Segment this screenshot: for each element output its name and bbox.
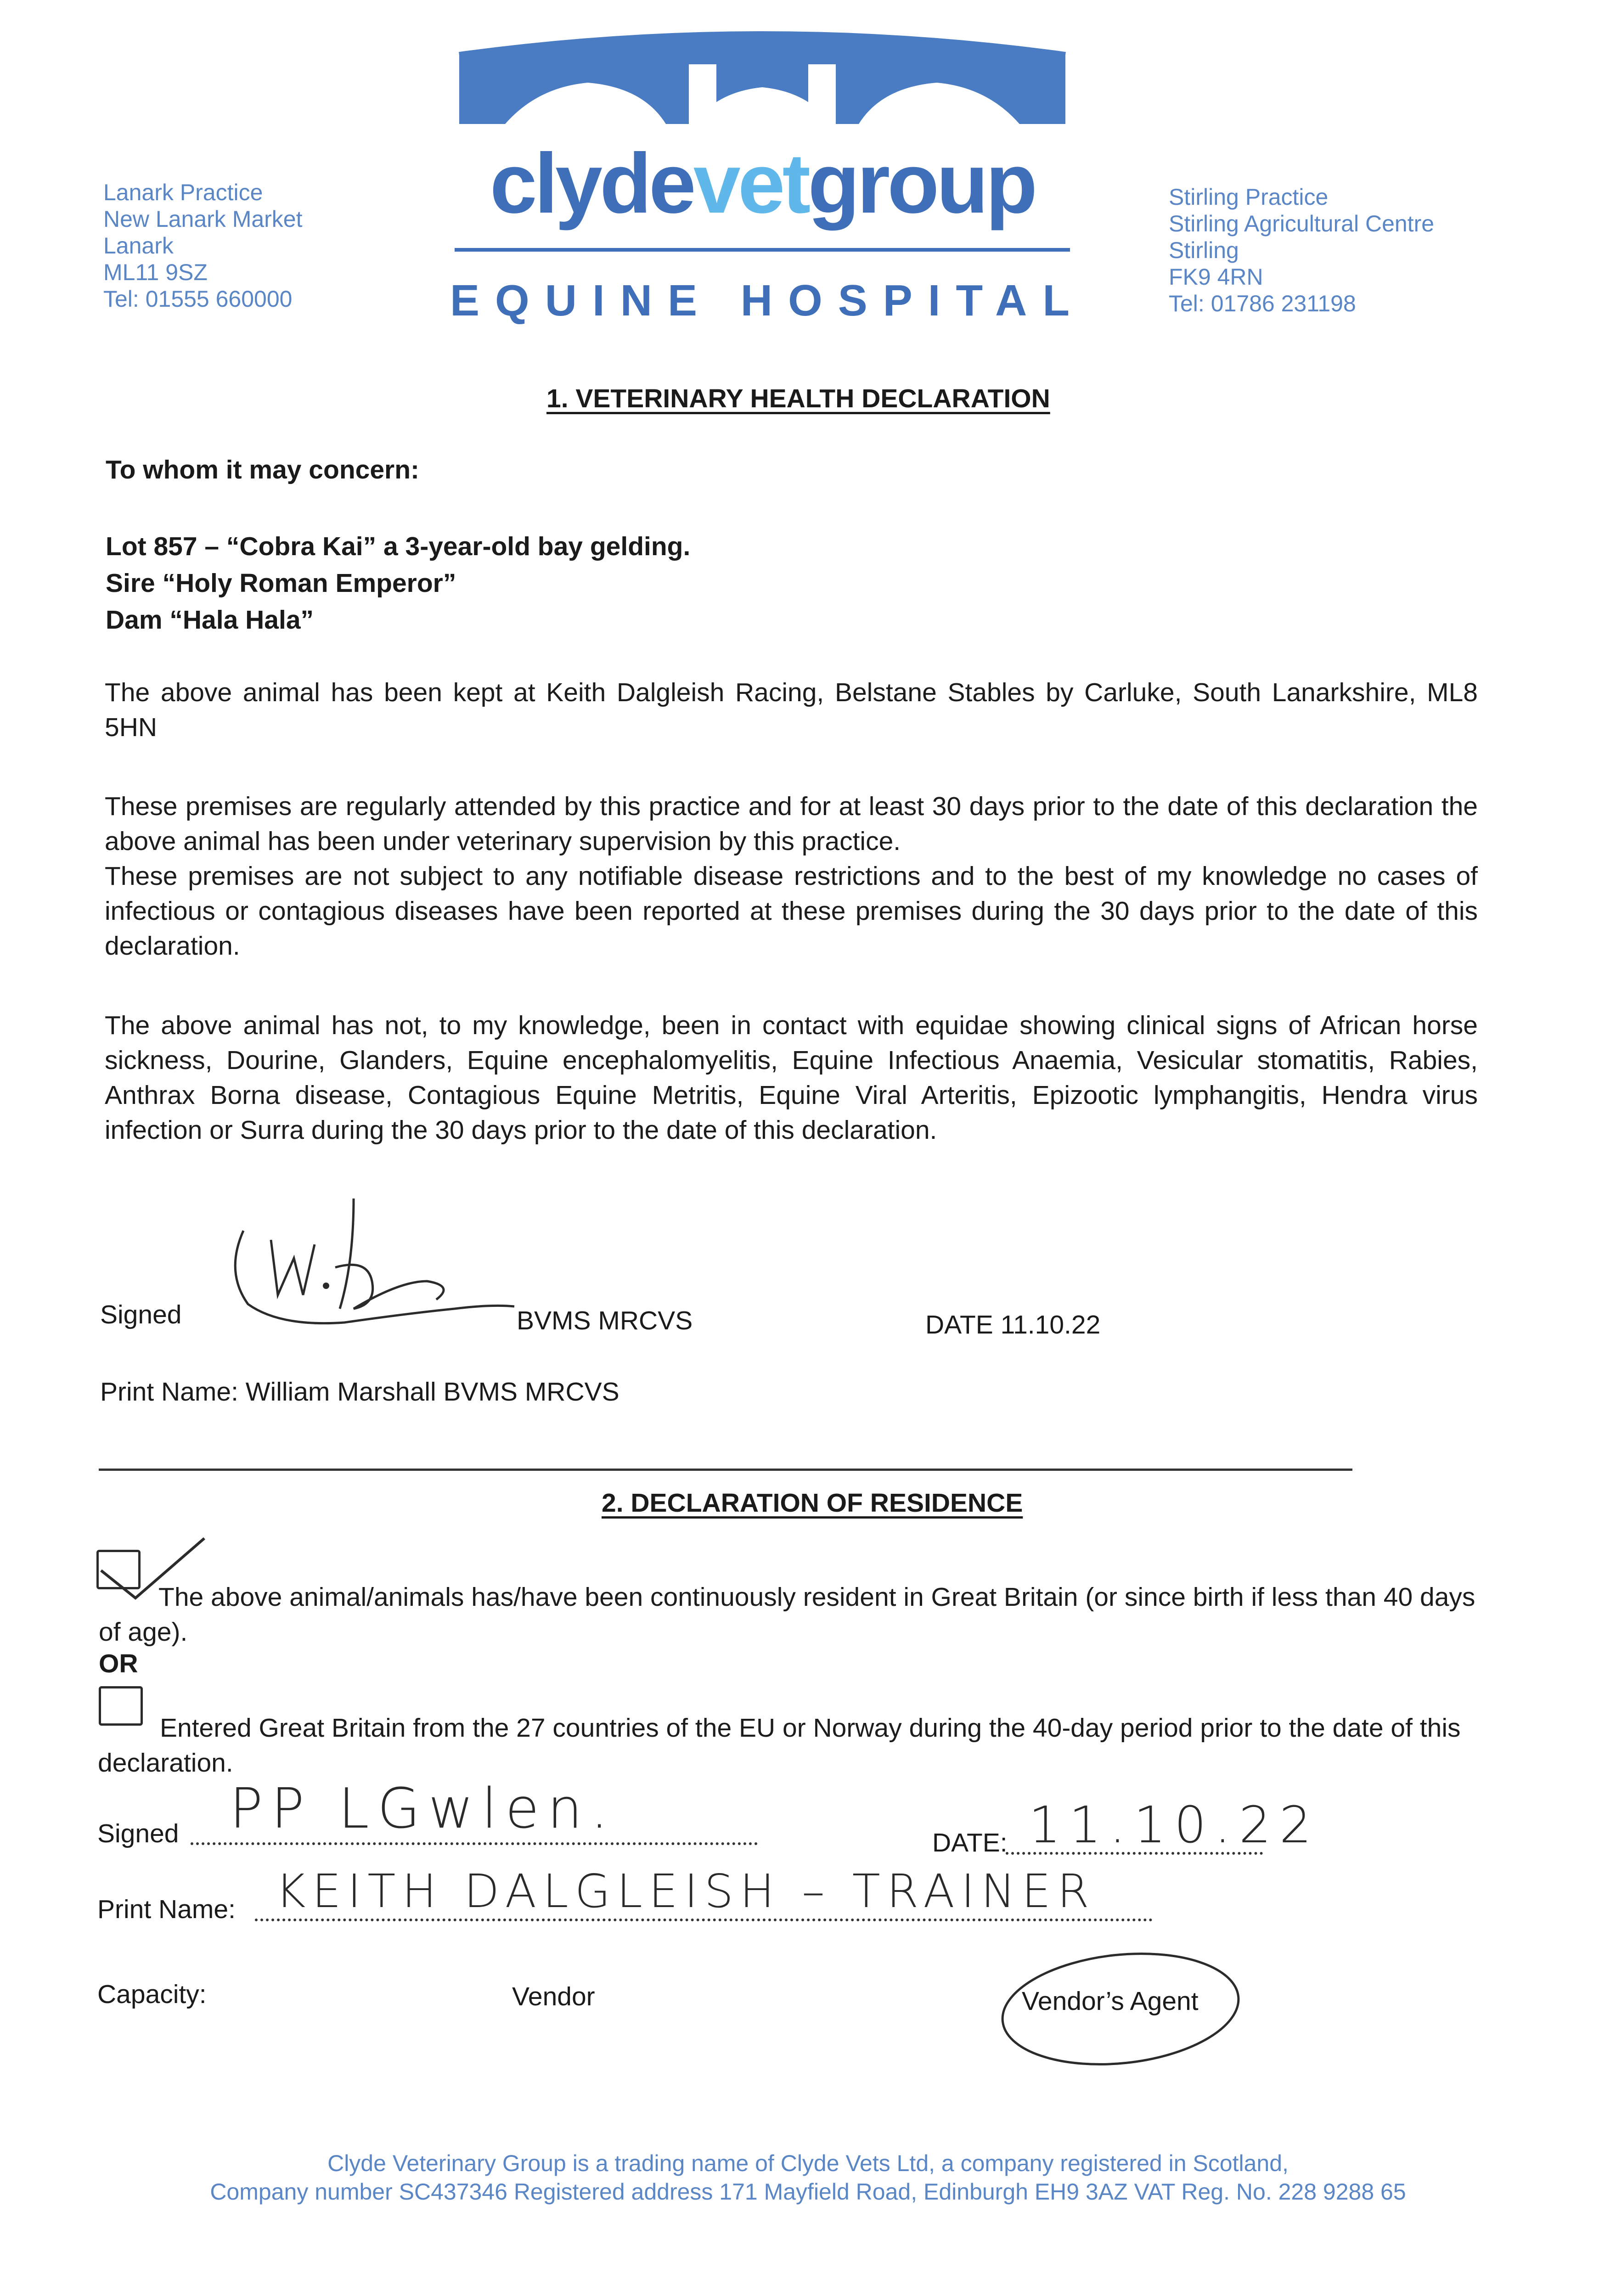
resident-print-name-line: [255, 1919, 1153, 1921]
option-resident: The above animal/animals has/have been continuously resident in Great Britain (or since birth if less than 40 days of age).: [99, 1582, 1475, 1647]
right-address: Stirling Practice Stirling Agricultural Centre Stirling FK9 4RN Tel: 01786 231198: [1169, 184, 1435, 316]
agent-circle: [992, 1942, 1249, 2076]
footer-line-1: Clyde Veterinary Group is a trading name of Clyde Vets Ltd, a company registered in Scotland,: [327, 2150, 1289, 2176]
logo: [450, 28, 1085, 331]
or-label: OR: [99, 1649, 138, 1678]
capacity-vendor: Vendor: [512, 1982, 595, 2011]
resident-date-label: DATE:: [932, 1828, 1008, 1857]
vet-qualifications: BVMS MRCVS: [517, 1306, 693, 1335]
resident-date-value: 11.10.22: [1029, 1795, 1320, 1854]
capacity-vendors-agent: Vendor’s Agent: [1022, 1986, 1199, 2016]
section-divider: [99, 1469, 1352, 1471]
logo-wordmark: clydevetgroup: [490, 136, 1035, 231]
vet-signed-label: Signed: [100, 1300, 182, 1329]
vet-date: DATE 11.10.22: [925, 1310, 1101, 1339]
section1-title: 1. VETERINARY HEALTH DECLARATION: [546, 384, 1050, 413]
resident-print-name-label: Print Name:: [97, 1895, 236, 1924]
footer: [0, 2149, 1616, 2206]
vet-signature: [216, 1189, 537, 1336]
vet-print-name: Print Name: William Marshall BVMS MRCVS: [100, 1377, 619, 1407]
logo-subtitle: EQUINE HOSPITAL: [450, 276, 1085, 325]
dam-line: Dam “Hala Hala”: [106, 605, 314, 635]
paragraph-supervision: These premises are regularly attended by this practice and for at least 30 days prior to the date of this declaration the above animal has been under veterinary supervision by this practice. These premises are not subject to any notifiable disease restrictions and to the best of my knowledge no cases of infectious or contagious diseases have been reported at these premises during the 30 days prior to the date of this declaration.: [105, 792, 1478, 961]
lot-line: Lot 857 – “Cobra Kai” a 3-year-old bay gelding.: [106, 532, 691, 561]
paragraph-premises: The above animal has been kept at Keith Dalgleish Racing, Belstane Stables by Carluke, South Lanarkshire, ML8 5HN: [105, 678, 1478, 742]
resident-signature: PP LGwlen.: [230, 1777, 617, 1841]
salutation: To whom it may concern:: [106, 455, 420, 484]
logo-rule: [455, 248, 1070, 252]
footer-line-2: Company number SC437346 Registered address 171 Mayfield Road, Edinburgh EH9 3AZ VAT Reg. No. 228 9288 65: [210, 2179, 1406, 2205]
option-entered: Entered Great Britain from the 27 countries of the EU or Norway during the 40-day period prior to the date of this declaration.: [98, 1713, 1461, 1778]
resident-print-name-value: KEITH DALGLEISH – TRAINER: [276, 1864, 1096, 1918]
capacity-label: Capacity:: [97, 1980, 207, 2009]
resident-signed-label: Signed: [97, 1819, 179, 1848]
paragraph-contact: The above animal has not, to my knowledge, been in contact with equidae showing clinical signs of African horse sickness, Dourine, Glanders, Equine encephalomyelitis, Equine Infectious Anaemia, Vesicular stomatitis, Rabies, Anthrax Borna disease, Contagious Equine Metritis, Equine Viral Arteritis, Epizootic lymphangitis, Hendra virus infection or Surra during the 30 days prior to the date of this declaration.: [105, 1011, 1478, 1145]
sire-line: Sire “Holy Roman Emperor”: [106, 568, 456, 598]
resident-signed-line: [191, 1842, 758, 1845]
bridge-logo-icon: [450, 28, 1075, 129]
section2-title: 2. DECLARATION OF RESIDENCE: [602, 1488, 1023, 1518]
horse-details: [106, 528, 690, 638]
left-address: Lanark Practice New Lanark Market Lanark ML11 9SZ Tel: 01555 660000: [103, 180, 303, 312]
